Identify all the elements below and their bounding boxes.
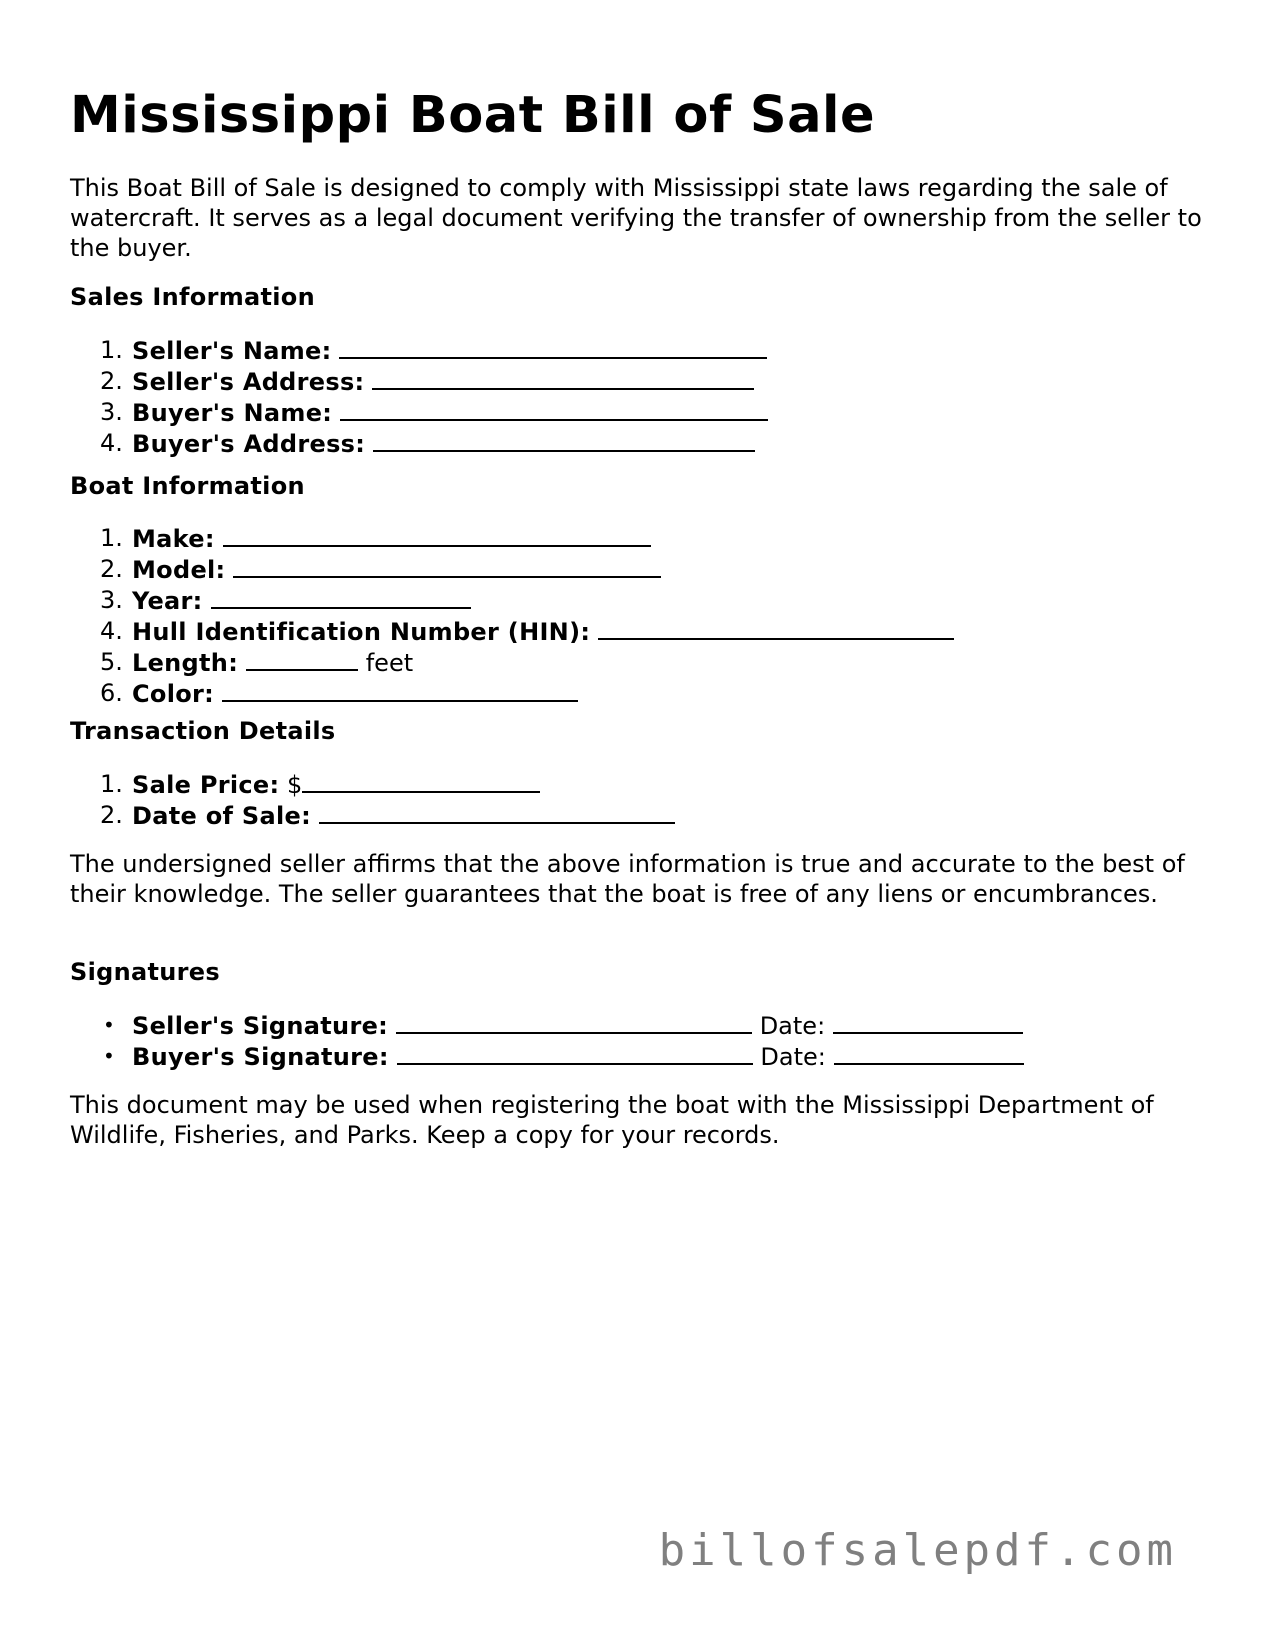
closing-paragraph: This document may be used when registering the boat with the Mississippi Department of Wildlife, Fisheries, and Parks. Keep a copy for your records.	[70, 1091, 1154, 1149]
buyers-address-label: Buyer's Address:	[132, 430, 366, 458]
buyer-date-field[interactable]	[834, 1041, 1024, 1065]
list-item	[70, 1010, 1024, 1041]
signatures-list	[70, 1010, 1024, 1072]
transaction-section-heading: Transaction Details	[70, 717, 336, 745]
seller-date-field[interactable]	[833, 1010, 1023, 1034]
currency-symbol: $	[287, 771, 303, 799]
signatures-section-heading: Signatures	[70, 958, 220, 986]
model-label: Model:	[132, 556, 226, 584]
buyers-signature-label: Buyer's Signature:	[132, 1043, 389, 1071]
transaction-list	[70, 769, 675, 831]
color-label: Color:	[132, 680, 215, 708]
intro-paragraph: This Boat Bill of Sale is designed to comply with Mississippi state laws regarding the sale of watercraft. It serves as a legal document verifying the transfer of ownership from the seller to the buyer.	[70, 174, 1202, 262]
bullet-icon: •	[103, 1013, 115, 1037]
make-label: Make:	[132, 525, 215, 553]
seller-date-label: Date:	[759, 1012, 826, 1040]
list-item: 2. Model:	[70, 554, 954, 585]
boat-section-heading: Boat Information	[70, 472, 305, 500]
length-unit: feet	[365, 649, 414, 677]
watermark: billofsalepdf.com	[658, 1525, 1177, 1576]
list-item: 5. Length: feet	[100, 648, 414, 677]
length-label: Length:	[132, 649, 239, 677]
sellers-address-label: Seller's Address:	[132, 368, 365, 396]
bullet-icon: •	[103, 1044, 115, 1068]
sale-price-field[interactable]	[302, 769, 540, 793]
list-item: 2. Date of Sale:	[70, 800, 675, 831]
sellers-name-field[interactable]	[339, 335, 767, 359]
model-field[interactable]	[233, 554, 661, 578]
list-item: 1. Make:	[70, 523, 954, 554]
year-label: Year:	[132, 587, 203, 615]
list-item: 6. Color:	[70, 678, 954, 709]
sellers-signature-label: Seller's Signature:	[132, 1012, 389, 1040]
length-field[interactable]	[246, 647, 358, 671]
list-item: 3. Year:	[70, 585, 954, 616]
sellers-name-label: Seller's Name:	[132, 337, 332, 365]
buyers-address-field[interactable]	[373, 428, 755, 452]
list-item	[70, 1041, 1024, 1072]
buyers-name-field[interactable]	[340, 397, 768, 421]
list-item: 2. Seller's Address:	[70, 366, 768, 397]
hin-field[interactable]	[598, 616, 954, 640]
buyers-name-label: Buyer's Name:	[132, 399, 333, 427]
sale-price-label: Sale Price:	[132, 771, 280, 799]
sales-section-heading: Sales Information	[70, 283, 315, 311]
make-field[interactable]	[223, 523, 651, 547]
hin-label: Hull Identification Number (HIN):	[132, 618, 591, 646]
sellers-signature-field[interactable]	[396, 1010, 752, 1034]
list-item: 3. Buyer's Name:	[70, 397, 768, 428]
buyers-signature-field[interactable]	[397, 1041, 753, 1065]
list-item: 1. Seller's Name:	[70, 335, 768, 366]
document-title: Mississippi Boat Bill of Sale	[70, 86, 876, 145]
year-field[interactable]	[211, 585, 471, 609]
list-item: 4. Buyer's Address:	[70, 428, 768, 459]
date-of-sale-field[interactable]	[319, 800, 675, 824]
list-item: 1. Sale Price: $	[70, 769, 675, 800]
buyer-date-label: Date:	[760, 1043, 826, 1071]
boat-list	[70, 523, 954, 709]
affirmation-paragraph: The undersigned seller affirms that the above information is true and accurate to the best of their knowledge. The seller guarantees that the boat is free of any liens or encumbrances.	[70, 850, 1185, 908]
sales-list	[70, 335, 768, 459]
color-field[interactable]	[222, 678, 578, 702]
date-of-sale-label: Date of Sale:	[132, 802, 311, 830]
list-item: 4. Hull Identification Number (HIN):	[70, 616, 954, 647]
sellers-address-field[interactable]	[372, 366, 754, 390]
